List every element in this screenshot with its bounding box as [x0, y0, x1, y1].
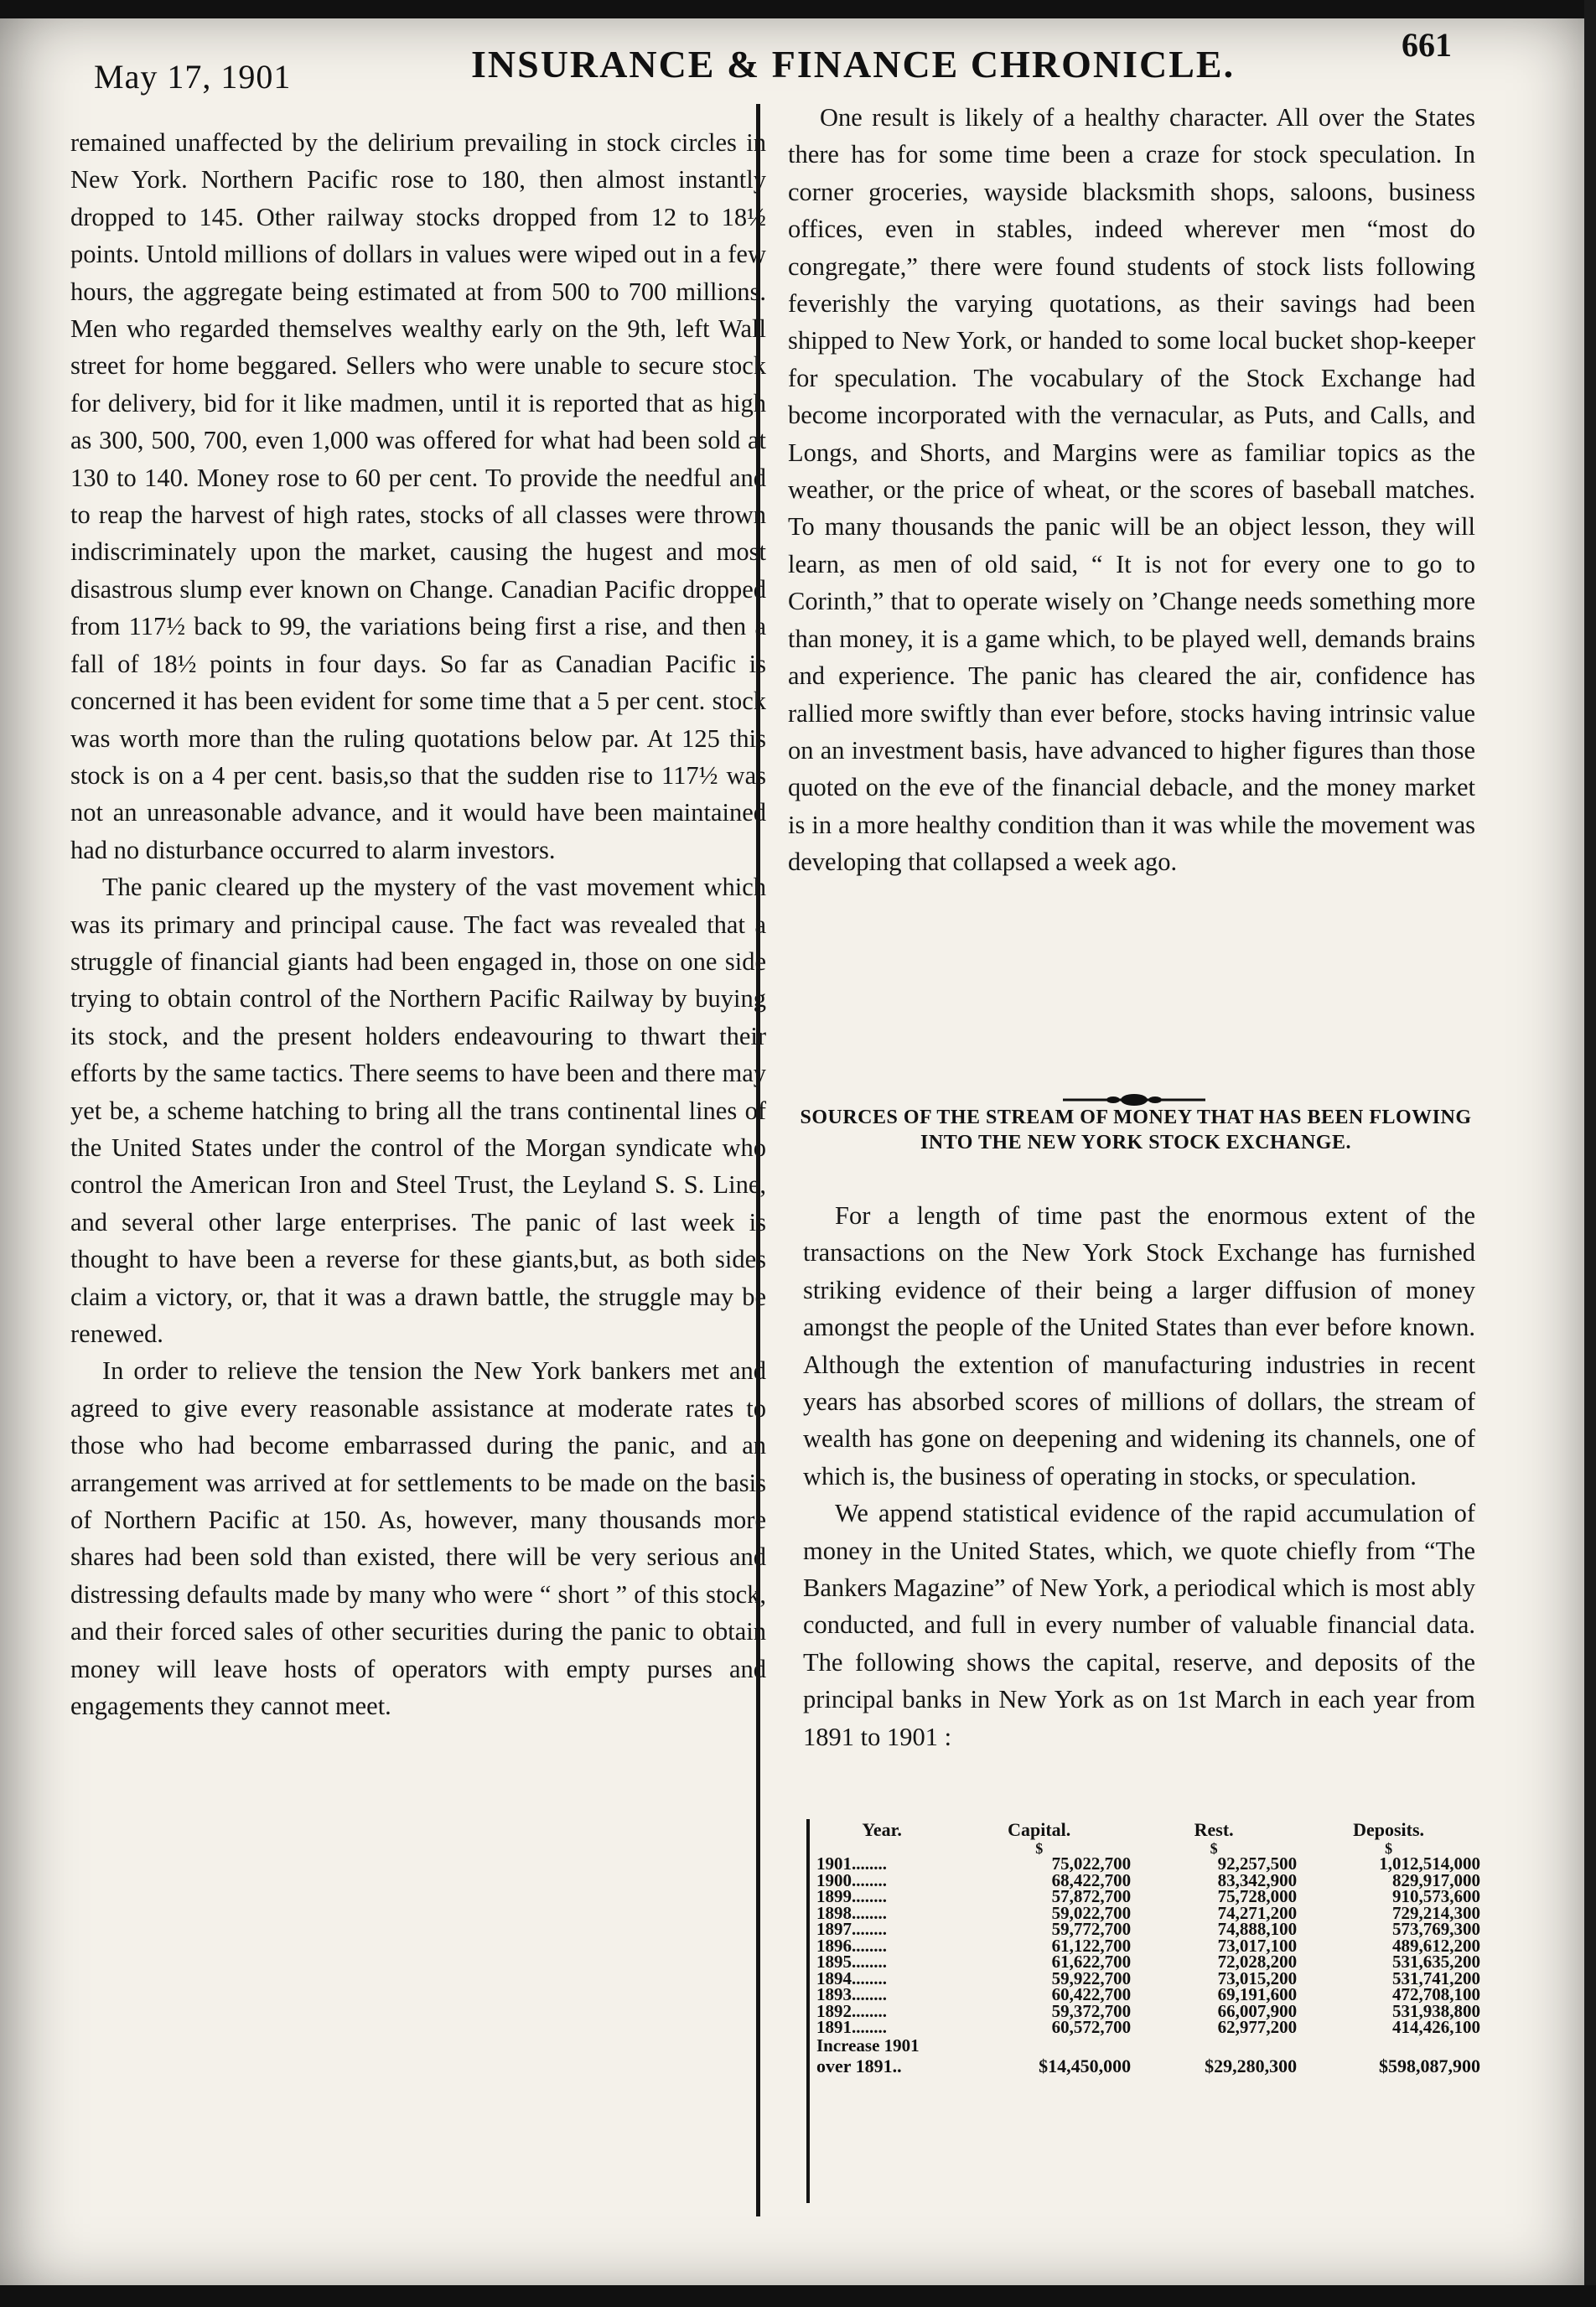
table-row [816, 1856, 1480, 1873]
increase-rest: $29,280,300 [1205, 2055, 1298, 2076]
increase-capital: $14,450,000 [1039, 2055, 1132, 2076]
cell-year: 1900........ [816, 1869, 887, 1890]
bank-statistics-table [806, 1819, 1484, 2203]
cell-capital: 59,772,700 [1051, 1919, 1132, 1939]
unit-capital: $ [1035, 1840, 1044, 1857]
cell-year: 1898........ [816, 1902, 887, 1923]
header-capital: Capital. [1008, 1819, 1071, 1840]
cell-deposits: 472,708,100 [1392, 1984, 1480, 2004]
left-paragraph-3: In order to relieve the tension the New York bankers met and agreed to give every reasonable assistance at moderate rates to those who had become embarrassed during the panic, and an arrangement was arrived at for settlements to be made on the basis of Northern Pacific at 150. As, however, many thousands more shares had been sold than existed, there will be very serious and distressing defaults made by many who were “ short ” of this stock, and their forced sales of other securities during the panic to obtain money will leave hosts of operators with empty purses and engagements they cannot meet. [70, 1356, 766, 1721]
cell-year: 1899........ [816, 1886, 887, 1906]
increase-label: Increase 1901 [816, 2035, 920, 2056]
table-row [816, 1954, 1480, 1971]
cell-capital: 57,872,700 [1051, 1886, 1132, 1906]
table-rule [806, 1819, 810, 2203]
cell-capital: 61,122,700 [1051, 1935, 1132, 1956]
cell-deposits: 531,741,200 [1392, 1967, 1480, 1988]
cell-rest: 69,191,600 [1217, 1984, 1298, 2004]
right-column-top [788, 99, 1475, 881]
page-number: 661 [1402, 26, 1452, 64]
cell-year: 1896........ [816, 1935, 887, 1956]
increase-row [816, 2055, 1480, 2078]
table-row [816, 1921, 1480, 1938]
header-rest: Rest. [1194, 1819, 1234, 1840]
cell-year: 1897........ [816, 1919, 887, 1939]
cell-deposits: 829,917,000 [1392, 1869, 1480, 1890]
cell-deposits: 729,214,300 [1392, 1902, 1480, 1923]
cell-year: 1893........ [816, 1984, 887, 2004]
left-paragraph-2: The panic cleared up the mystery of the vast movement which was its primary and principal cause. The fact was revealed that a struggle of financial giants had been engaged in, those on one side trying to obtain control of the Northern Pacific Railway by buying its stock, and the present holders endeavouring to thwart their efforts by the same tactics. There seems to have been and there may yet be, a scheme hatching to bring all the trans continental lines of the United States under the control of the Morgan syndicate who control the American Iron and Steel Trust, the Leyland S. S. Line, and several other large enterprises. The panic of last week is thought to have been a reverse for these giants,but, as both sides claim a victory, or, that it was a drawn battle, the struggle may be renewed. [70, 873, 766, 1348]
unit-deposits: $ [1385, 1840, 1393, 1857]
header-deposits: Deposits. [1353, 1819, 1425, 1840]
header-year: Year. [862, 1819, 902, 1840]
increase-spacer [1131, 2036, 1297, 2055]
publication-title: INSURANCE & FINANCE CHRONICLE. [471, 43, 1236, 86]
cell-deposits: 414,426,100 [1392, 2017, 1480, 2037]
cell-capital: 60,422,700 [1051, 1984, 1132, 2004]
right-column-bottom [803, 1197, 1475, 1755]
left-column [70, 124, 766, 1724]
cell-year: 1894........ [816, 1967, 887, 1988]
right-paragraph-intro: One result is likely of a healthy character. All over the States there has for some time been a craze for stock speculation. In corner groceries, wayside blacksmith shops, saloons, business offices, even in stables, indeed wherever men “most do congregate,” there were found students of stock lists following feverishly the varying quotations, as their savings had been shipped to New York, or handed to some local bucket shop-keeper for speculation. The vocabulary of the Stock Exchange had become incorporated with the vernacular, as Puts, and Calls, and Longs, and Shorts, and Margins were as familiar topics as the weather, or the price of wheat, or the scores of baseball matches. To many thousands the panic will be an object lesson, they will learn, as men of old said, “ It is not for every one to go to Corinth,” that to operate wisely on ’Change needs something more than money, it is a game which, to be played well, demands brains and experience. The panic has cleared the air, confidence has rallied more swiftly than ever before, stocks having intrinsic value on an investment basis, have advanced to higher figures than those quoted on the eve of the financial debacle, and the money market is in a more healthy condition than it was while the movement was developing that collapsed a week ago. [788, 103, 1475, 877]
bank-table [816, 1819, 1480, 2078]
cell-deposits: 910,573,600 [1392, 1886, 1480, 1906]
increase-spacer [947, 2036, 1131, 2055]
header-date: May 17, 1901 [94, 58, 292, 96]
table-row [816, 1873, 1480, 1890]
scan-border-right [1584, 0, 1596, 2307]
cell-capital: 68,422,700 [1051, 1869, 1132, 1890]
cell-rest: 62,977,200 [1217, 2017, 1298, 2037]
cell-rest: 92,257,500 [1217, 1853, 1298, 1874]
scan-border-bottom [0, 2285, 1596, 2307]
unit-rest: $ [1210, 1840, 1218, 1857]
cell-rest: 72,028,200 [1217, 1952, 1298, 1972]
cell-capital: 59,372,700 [1051, 2000, 1132, 2021]
increase-label-row [816, 2036, 1480, 2055]
table-row [816, 1938, 1480, 1955]
cell-year: 1892........ [816, 2000, 887, 2021]
cell-rest: 73,015,200 [1217, 1967, 1298, 1988]
table-row [816, 1905, 1480, 1922]
cell-capital: 75,022,700 [1051, 1853, 1132, 1874]
cell-capital: 59,022,700 [1051, 1902, 1132, 1923]
table-row [816, 2004, 1480, 2020]
cell-deposits: 531,635,200 [1392, 1952, 1480, 1972]
cell-deposits: 531,938,800 [1392, 2000, 1480, 2021]
cell-deposits: 489,612,200 [1392, 1935, 1480, 1956]
cell-rest: 74,888,100 [1217, 1919, 1298, 1939]
cell-rest: 73,017,100 [1217, 1935, 1298, 1956]
table-row [816, 1971, 1480, 1988]
table-row [816, 2019, 1480, 2036]
cell-year: 1901........ [816, 1853, 887, 1874]
cell-deposits: 1,012,514,000 [1379, 1853, 1480, 1874]
increase-label-over: over 1891.. [816, 2055, 902, 2076]
cell-capital: 60,572,700 [1051, 2017, 1132, 2037]
section-heading: SOURCES OF THE STREAM OF MONEY THAT HAS BEEN FLOWING INTO THE NEW YORK STOCK EXCHANGE. [800, 1107, 1472, 1154]
right-paragraph-2: We append statistical evidence of the rapid accumulation of money in the United States, which, we quote chiefly from “The Bankers Magazine” of New York, a periodical which is most ably conducted, and full in every number of valuable financial data. The following shows the capital, reserve, and deposits of the principal banks in New York as on 1st March in each year from 1891 to 1901 : [803, 1499, 1475, 1751]
cell-year: 1895........ [816, 1952, 887, 1972]
right-paragraph-1: For a length of time past the enormous extent of the transactions on the New York Stock Exchange has furnished striking evidence of their being a larger diffusion of money amongst the people of the United States than ever before known. Although the extention of manufacturing industries in recent years has absorbed scores of millions of dollars, the stream of wealth has gone on deepening and widening its channels, one of which is, the business of operating in stocks, or speculation. [803, 1201, 1475, 1490]
table-header-row [816, 1819, 1480, 1841]
scan-border-top [0, 0, 1596, 18]
cell-year: 1891........ [816, 2017, 887, 2037]
cell-rest: 75,728,000 [1217, 1886, 1298, 1906]
cell-capital: 61,622,700 [1051, 1952, 1132, 1972]
cell-capital: 59,922,700 [1051, 1967, 1132, 1988]
cell-rest: 74,271,200 [1217, 1902, 1298, 1923]
table-row [816, 1987, 1480, 2004]
table-row [816, 1889, 1480, 1905]
cell-deposits: 573,769,300 [1392, 1919, 1480, 1939]
cell-rest: 66,007,900 [1217, 2000, 1298, 2021]
left-paragraph-1: remained unaffected by the delirium prevailing in stock circles in New York. Northern Pacific rose to 180, then almost instantly dropped to 145. Other railway stocks dropped from 12 to 18½ points. Untold millions of dollars in values were wiped out in a few hours, the aggregate being estimated at from 500 to 700 millions. Men who regarded themselves wealthy early on the 9th, left Wall street for home beggared. Sellers who were unable to secure stock for delivery, bid for it like madmen, until it is reported that as high as 300, 500, 700, even 1,000 was offered for what had been sold at 130 to 140. Money rose to 60 per cent. To provide the needful and to reap the harvest of high rates, stocks of all classes were thrown indiscriminately upon the market, causing the hugest and most disastrous slump ever known on Change. Canadian Pacific dropped from 117½ back to 99, the variations being first a rise, and then a fall of 18½ points in four days. So far as Canadian Pacific is concerned it has been evident for some time that a 5 per cent. stock was worth more than the ruling quotations below par. At 125 this stock is on a 4 per cent. basis,so that the sudden rise to 117½ was not an unreasonable advance, and it would have been maintained had no disturbance occurred to alarm investors. [70, 128, 766, 864]
increase-deposits: $598,087,900 [1379, 2055, 1480, 2076]
increase-spacer [1297, 2036, 1480, 2055]
cell-rest: 83,342,900 [1217, 1869, 1298, 1890]
